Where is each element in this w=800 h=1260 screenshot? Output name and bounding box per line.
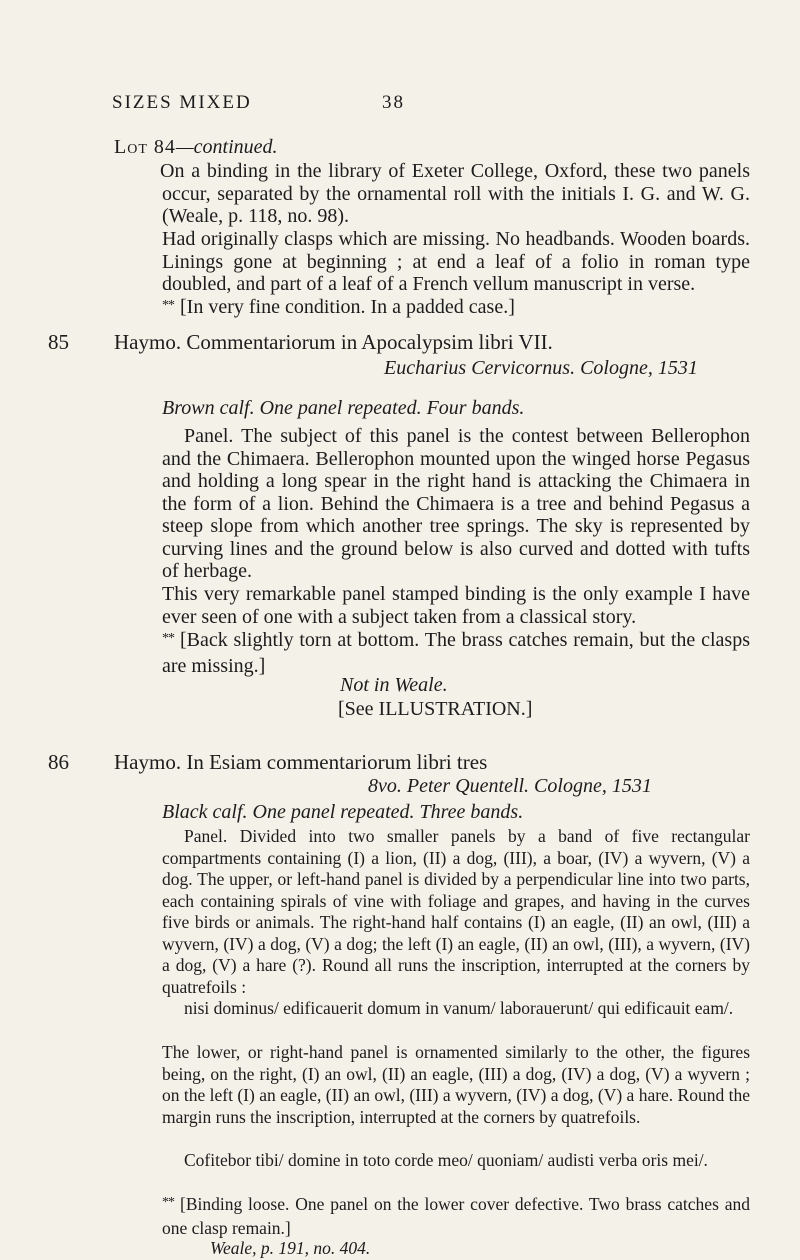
- lot-85-title: Haymo. Commentariorum in Apocalypsim libri VII.: [114, 330, 553, 354]
- lot-86-condition-line: [162, 1194, 750, 1239]
- asterism-icon: **: [162, 298, 174, 313]
- running-head-title: SIZES MIXED: [112, 92, 252, 113]
- lot-85-panel-description: Panel. The subject of this panel is the contest between Bellerophon and the Chimaera. Bellerophon mounted upon the winged horse Pegasus and holding a long spear in the right hand is attacking the Chimaera in the form of a lion. Behind the Chimaera is a tree and behind Pegasus a steep slope from which another tree springs. The sky is represented by curving lines and the ground below is also curved and dotted with tufts of herbage.: [162, 425, 750, 582]
- lot-86-title: Haymo. In Esiam commentariorum libri tres: [114, 750, 488, 774]
- lot-85-imprint: Eucharius Cervicornus. Cologne, 1531: [384, 357, 698, 379]
- lot-85-condition-line: [162, 629, 750, 677]
- lot-85-condition: [Back slightly torn at bottom. The brass catches remain, but the clasps are missing.]: [162, 629, 750, 677]
- lot-86-inscription-1: nisi dominus/ edificauerit domum in vanum/ laborauerunt/ qui edificauit eam/.: [184, 998, 734, 1018]
- page-number: 38: [382, 92, 405, 113]
- lot-86-panel-description: Panel. Divided into two smaller panels by a band of five rectangular compartments containing (I) a lion, (II) a dog, (III), a boar, (IV) a wyvern, (V) a dog. The upper, or left-hand panel is divided by a perpendicular line into two parts, each containing spirals of vine with foliage and grapes, and having in the curves five birds or animals. The right-hand half contains (I) an eagle, (II) an owl, (III) a wyvern, (IV) a dog, (V) a dog; the left (I) an eagle, (II) an owl, (III), a wyvern, (IV) a dog, (V) a hare (?). Round all runs the inscription, interrupted at the corners by quatrefoils :: [162, 826, 750, 997]
- lot-86-binding: Black calf. One panel repeated. Three bands.: [162, 801, 524, 823]
- asterism-icon: **: [162, 1195, 174, 1210]
- lot-85-binding: Brown calf. One panel repeated. Four bands.: [162, 397, 525, 419]
- lot-86-inscription-2: Cofitebor tibi/ domine in toto corde meo/ quoniam/ audisti verba oris mei/.: [184, 1150, 708, 1170]
- lot-84-condition: [In very fine condition. In a padded case.]: [180, 296, 515, 318]
- lot-85-number: 85: [48, 330, 69, 354]
- lot-85-remark: This very remarkable panel stamped binding is the only example I have ever seen of one with a subject taken from a classical story.: [162, 583, 750, 628]
- lot-heading: [114, 136, 278, 159]
- lot-86-condition: [Binding loose. One panel on the lower cover defective. Two brass catches and one clasp remain.]: [162, 1194, 750, 1238]
- lot-85-see-illustration: [See ILLUSTRATION.]: [338, 698, 533, 720]
- lot-84-condition-line: [162, 296, 515, 322]
- lot-85-weale: Not in Weale.: [340, 674, 448, 696]
- lot-84-exeter-paragraph: On a binding in the library of Exeter College, Oxford, these two panels occur, separated by the ornamental roll with the initials I. G. and W. G. (Weale, p. 118, no. 98).: [160, 160, 750, 227]
- asterism-icon: **: [162, 631, 174, 646]
- lot-86-weale: Weale, p. 191, no. 404.: [210, 1238, 371, 1258]
- lot-84-description: Had originally clasps which are missing. No headbands. Wooden boards. Linings gone at beginning ; at end a leaf of a folio in roman type doubled, and part of a leaf of a French vellum manuscript in verse.: [162, 228, 750, 295]
- lot-86-number: 86: [48, 750, 69, 774]
- continued-label: —continued.: [175, 136, 278, 158]
- lot-86-lower-panel: The lower, or right-hand panel is ornamented similarly to the other, the figures being, on the right, (I) an owl, (II) an eagle, (III) a dog, (IV) a dog, (V) a wyvern ; on the left (I) an eagle, (II) an owl, (III) a wyvern, (IV) a dog, (V) a hare. Round the margin runs the inscription, interrupted at the corners by quatrefoils.: [162, 1042, 750, 1127]
- lot-86-imprint: 8vo. Peter Quentell. Cologne, 1531: [368, 775, 652, 797]
- lot-label: Lot 84: [114, 136, 176, 158]
